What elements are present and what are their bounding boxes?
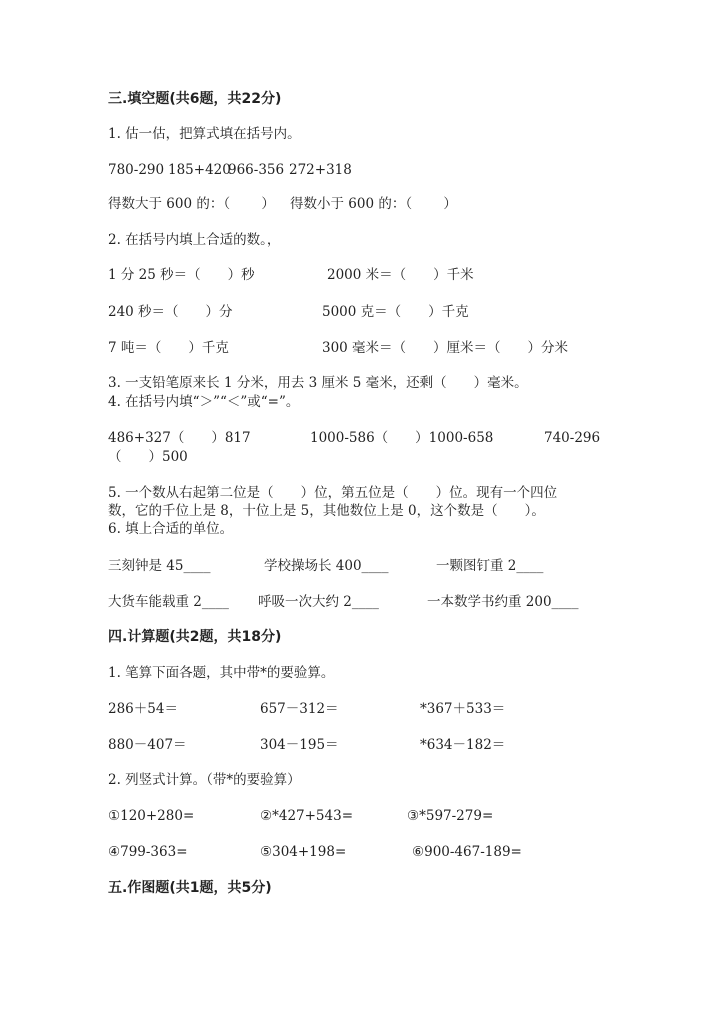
q3-1-blank-less: 得数小于 600 的：（ ） <box>290 196 457 212</box>
q3-1-expression: 272+318 <box>289 162 352 178</box>
q3-1-expression: 780-290 <box>108 162 165 178</box>
q3-1-expression: 185+420 <box>168 162 231 178</box>
section-4-heading: 四.计算题(共2题，共18分) <box>108 629 282 645</box>
q3-4-prompt: 4. 在括号内填“＞”“＜”或“=”。 <box>108 394 300 410</box>
q3-1-expression: 966-356 <box>228 162 285 178</box>
q3-6-item: 学校操场长 400____ <box>264 558 389 574</box>
q3-2-item: 1 分 25 秒＝（ ）秒 <box>108 267 255 283</box>
q3-1-blank-greater: 得数大于 600 的：（ ） <box>108 196 275 212</box>
q3-1-prompt: 1. 估一估，把算式填在括号内。 <box>108 126 301 142</box>
q4-2-item: ②*427+543= <box>260 808 354 824</box>
q4-1-item: *634－182＝ <box>420 737 506 753</box>
q3-2-item: 240 秒＝（ ）分 <box>108 304 233 320</box>
q3-6-item: 大货车能载重 2____ <box>108 594 229 610</box>
q3-4-item: 740-296 <box>544 430 601 446</box>
q3-6-item: 三刻钟是 45____ <box>108 558 211 574</box>
q4-2-prompt: 2. 列竖式计算。（带*的要验算） <box>108 772 301 788</box>
q3-2-item: 7 吨＝（ ）千克 <box>108 340 229 356</box>
q4-1-item: *367＋533＝ <box>420 701 506 717</box>
q3-6-item: 一本数学书约重 200____ <box>427 594 579 610</box>
q3-4-item: 486+327（ ）817 <box>108 430 251 446</box>
q4-2-item: ③*597-279= <box>407 808 494 824</box>
q4-1-item: 880－407＝ <box>108 737 187 753</box>
q3-2-item: 2000 米＝（ ）千米 <box>327 267 474 283</box>
q4-1-prompt: 1. 笔算下面各题，其中带*的要验算。 <box>108 665 335 681</box>
q4-1-item: 657－312＝ <box>260 701 339 717</box>
q3-6-item: 一颗图钉重 2____ <box>436 558 544 574</box>
q3-2-prompt: 2. 在括号内填上合适的数。， <box>108 232 281 248</box>
section-5-heading: 五.作图题(共1题，共5分) <box>108 880 272 896</box>
q3-6-item: 呼吸一次大约 2____ <box>258 594 379 610</box>
q4-2-item: ①120+280= <box>108 808 195 824</box>
q3-6-prompt: 6. 填上合适的单位。 <box>108 521 234 537</box>
q3-2-item: 5000 克＝（ ）千克 <box>322 304 469 320</box>
q4-2-item: ⑥900-467-189= <box>412 844 522 860</box>
q4-2-item: ④799-363= <box>108 844 188 860</box>
section-3-heading: 三.填空题(共6题，共22分) <box>108 91 282 107</box>
q4-1-item: 304－195＝ <box>260 737 339 753</box>
q3-5-line: 5. 一个数从右起第二位是（ ）位，第五位是（ ）位。现有一个四位 <box>108 485 558 501</box>
q3-2-item: 300 毫米＝（ ）厘米＝（ ）分米 <box>322 340 569 356</box>
q3-3-text: 3. 一支铅笔原来长 1 分米，用去 3 厘米 5 毫米，还剩（ ）毫米。 <box>108 375 528 391</box>
q3-4-item: 1000-586（ ）1000-658 <box>310 430 494 446</box>
q4-2-item: ⑤304+198= <box>260 844 347 860</box>
q3-4-tail: （ ）500 <box>108 449 188 465</box>
q3-5-line: 数，它的千位上是 8，十位上是 5，其他数位上是 0，这个数是（ ）。 <box>108 503 545 519</box>
q4-1-item: 286＋54＝ <box>108 701 178 717</box>
